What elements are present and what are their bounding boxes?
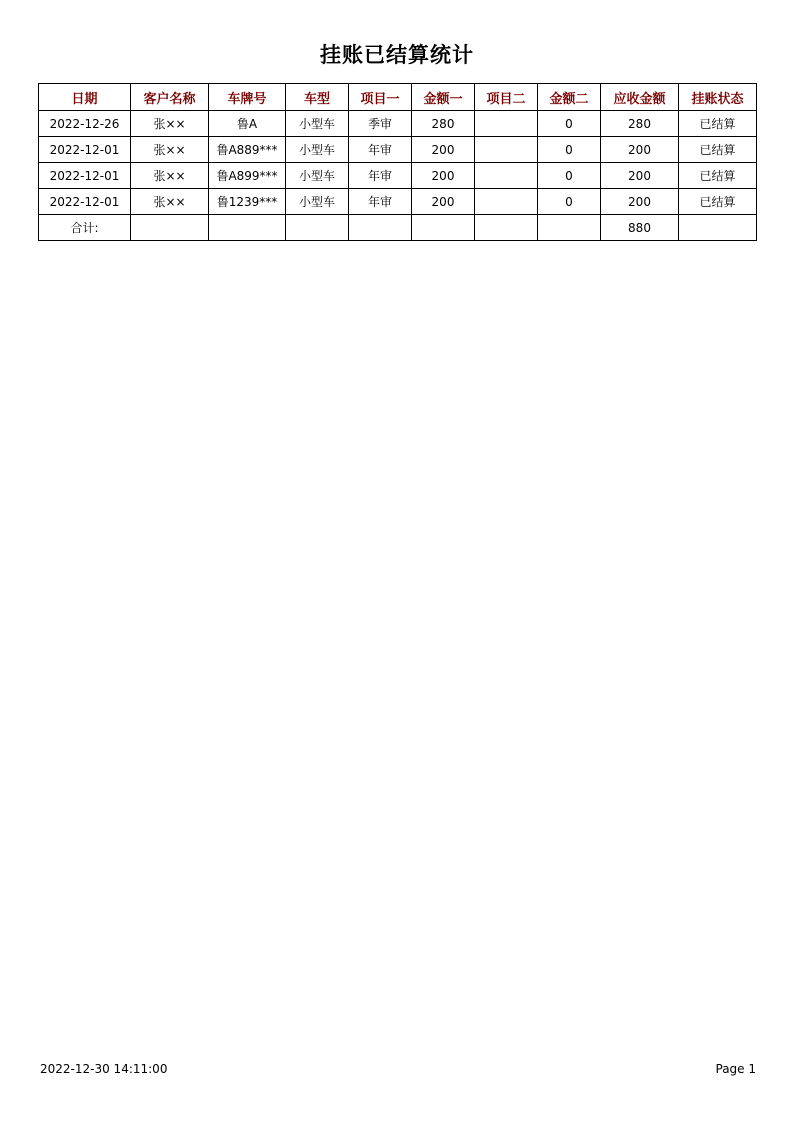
cell-customer-name: 张×× [131, 163, 209, 189]
cell-amount-one: 280 [412, 111, 475, 137]
cell-credit-status: 已结算 [679, 163, 757, 189]
cell-plate-number: 鲁A899*** [209, 163, 286, 189]
cell-item-one: 年审 [349, 163, 412, 189]
header-amount-two: 金额二 [538, 84, 601, 111]
cell-vehicle-type: 小型车 [286, 163, 349, 189]
total-cell-item-one [349, 215, 412, 241]
cell-receivable-amount: 280 [601, 111, 679, 137]
total-cell-item-two [475, 215, 538, 241]
cell-customer-name: 张×× [131, 137, 209, 163]
total-label: 合计: [39, 215, 131, 241]
cell-customer-name: 张×× [131, 189, 209, 215]
header-amount-one: 金额一 [412, 84, 475, 111]
total-cell-vehicle-type [286, 215, 349, 241]
cell-date: 2022-12-26 [39, 111, 131, 137]
cell-plate-number: 鲁1239*** [209, 189, 286, 215]
cell-date: 2022-12-01 [39, 163, 131, 189]
table-row [39, 137, 757, 163]
total-receivable-amount: 880 [601, 215, 679, 241]
cell-amount-two: 0 [538, 137, 601, 163]
header-plate-number: 车牌号 [209, 84, 286, 111]
total-row [39, 215, 757, 241]
cell-credit-status: 已结算 [679, 111, 757, 137]
cell-vehicle-type: 小型车 [286, 111, 349, 137]
cell-date: 2022-12-01 [39, 189, 131, 215]
table-header-row [39, 84, 757, 111]
cell-receivable-amount: 200 [601, 189, 679, 215]
cell-plate-number: 鲁A [209, 111, 286, 137]
cell-credit-status: 已结算 [679, 137, 757, 163]
report-title: 挂账已结算统计 [320, 42, 474, 67]
header-receivable-amount: 应收金额 [601, 84, 679, 111]
cell-amount-two: 0 [538, 189, 601, 215]
total-cell-amount-two [538, 215, 601, 241]
cell-item-two [475, 163, 538, 189]
cell-item-two [475, 137, 538, 163]
header-item-two: 项目二 [475, 84, 538, 111]
cell-amount-two: 0 [538, 163, 601, 189]
total-cell-customer-name [131, 215, 209, 241]
cell-plate-number: 鲁A889*** [209, 137, 286, 163]
cell-amount-one: 200 [412, 163, 475, 189]
table-row [39, 189, 757, 215]
cell-vehicle-type: 小型车 [286, 137, 349, 163]
cell-amount-one: 200 [412, 137, 475, 163]
cell-customer-name: 张×× [131, 111, 209, 137]
total-cell-plate-number [209, 215, 286, 241]
cell-amount-one: 200 [412, 189, 475, 215]
cell-item-one: 年审 [349, 189, 412, 215]
cell-item-two [475, 111, 538, 137]
footer-page-number: Page 1 [715, 1062, 756, 1076]
header-customer-name: 客户名称 [131, 84, 209, 111]
cell-credit-status: 已结算 [679, 189, 757, 215]
cell-receivable-amount: 200 [601, 137, 679, 163]
table-row [39, 111, 757, 137]
cell-date: 2022-12-01 [39, 137, 131, 163]
header-date: 日期 [39, 84, 131, 111]
cell-item-one: 季审 [349, 111, 412, 137]
cell-item-two [475, 189, 538, 215]
cell-vehicle-type: 小型车 [286, 189, 349, 215]
settlement-table [38, 83, 757, 241]
cell-amount-two: 0 [538, 111, 601, 137]
table-row [39, 163, 757, 189]
total-cell-amount-one [412, 215, 475, 241]
header-vehicle-type: 车型 [286, 84, 349, 111]
footer-timestamp: 2022-12-30 14:11:00 [40, 1062, 168, 1076]
header-credit-status: 挂账状态 [679, 84, 757, 111]
cell-item-one: 年审 [349, 137, 412, 163]
total-cell-credit-status [679, 215, 757, 241]
header-item-one: 项目一 [349, 84, 412, 111]
cell-receivable-amount: 200 [601, 163, 679, 189]
